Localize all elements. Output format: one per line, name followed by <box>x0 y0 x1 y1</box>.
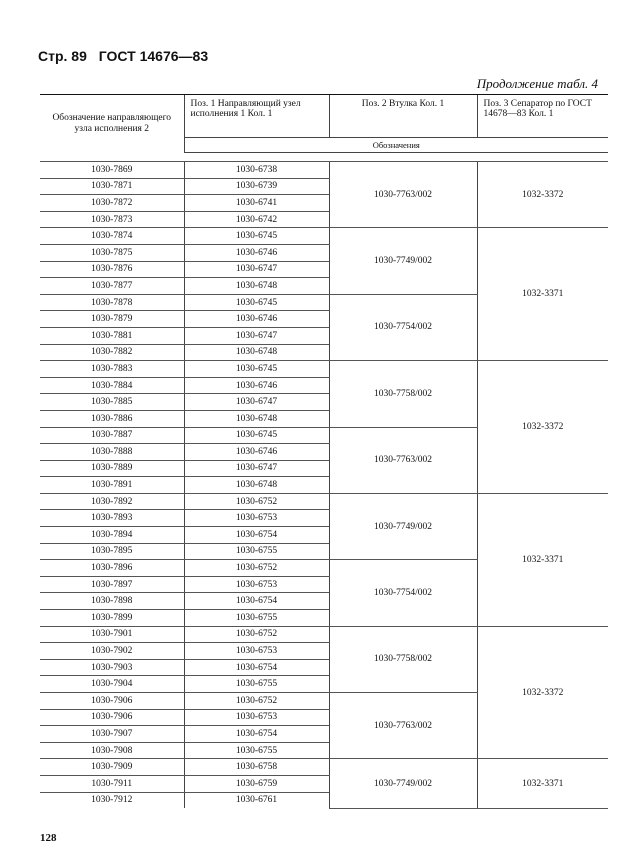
spec-table-wrap <box>40 94 608 809</box>
pos2-cell: 1030-7754/002 <box>329 294 477 360</box>
designations-label: Обозначения <box>184 138 608 153</box>
pos1-cell: 1030-6742 <box>184 211 329 228</box>
designation-cell: 1030-7889 <box>40 460 184 477</box>
designation-cell: 1030-7902 <box>40 643 184 660</box>
designation-cell: 1030-7899 <box>40 610 184 627</box>
designation-cell: 1030-7871 <box>40 178 184 195</box>
designation-cell: 1030-7878 <box>40 294 184 311</box>
pos3-cell: 1032-3371 <box>477 759 608 808</box>
designation-cell: 1030-7912 <box>91 795 133 806</box>
col-header-designation: Обозначение направляющего узла исполнения 2 <box>40 95 184 153</box>
continued-label: Продолжение табл. 4 <box>476 76 598 91</box>
designation-cell: 1030-7872 <box>40 195 184 212</box>
pos2-cell: 1030-7749/002 <box>329 759 477 808</box>
pos1-cell: 1030-6759 <box>184 775 329 792</box>
pos1-cell: 1030-6753 <box>184 643 329 660</box>
designation-cell: 1030-7888 <box>40 444 184 461</box>
pos1-cell: 1030-6754 <box>184 726 329 743</box>
table-row <box>40 361 608 378</box>
spec-table <box>40 94 608 809</box>
designation-cell: 1030-7895 <box>40 543 184 560</box>
pos3-cell: 1032-3371 <box>477 493 608 626</box>
pos1-cell: 1030-6746 <box>184 311 329 328</box>
pos1-cell: 1030-6753 <box>184 709 329 726</box>
pos1-cell: 1030-6754 <box>184 593 329 610</box>
designation-cell: 1030-7904 <box>40 676 184 693</box>
table-row <box>40 228 608 245</box>
designation-cell: 1030-7876 <box>40 261 184 278</box>
designation-cell: 1030-7877 <box>40 278 184 295</box>
col-header-pos3: Поз. 3 Сепаратор по ГОСТ 14678—83 Кол. 1 <box>477 95 608 138</box>
designation-cell: 1030-7885 <box>40 394 184 411</box>
pos1-cell: 1030-6752 <box>184 693 329 710</box>
designation-cell: 1030-7901 <box>40 626 184 643</box>
designation-cell: 1030-7891 <box>40 477 184 494</box>
pos1-cell: 1030-6752 <box>184 560 329 577</box>
table-row <box>40 493 608 510</box>
pos1-cell: 1030-6745 <box>184 294 329 311</box>
table-row <box>40 162 608 179</box>
pos1-cell: 1030-6754 <box>184 527 329 544</box>
pos1-cell: 1030-6752 <box>184 493 329 510</box>
pos1-cell: 1030-6748 <box>184 477 329 494</box>
designation-cell: 1030-7883 <box>40 361 184 378</box>
designation-cell: 1030-7907 <box>40 726 184 743</box>
pos2-cell: 1030-7763/002 <box>329 162 477 228</box>
pos1-cell: 1030-6753 <box>184 510 329 527</box>
spacer-cell <box>40 153 608 162</box>
designation-cell: 1030-7874 <box>40 228 184 245</box>
pos1-cell: 1030-6745 <box>184 228 329 245</box>
designation-cell: 1030-7875 <box>40 244 184 261</box>
page-label: Стр. 89 <box>38 48 87 64</box>
header-row <box>40 95 608 138</box>
designation-cell: 1030-7884 <box>40 377 184 394</box>
pos1-cell: 1030-6745 <box>184 361 329 378</box>
designation-cell: 1030-7898 <box>40 593 184 610</box>
designation-cell: 1030-7911 <box>40 775 184 792</box>
pos3-cell: 1032-3372 <box>477 162 608 228</box>
designation-cell: 1030-7897 <box>40 576 184 593</box>
designation-cell: 1030-7908 <box>40 742 184 759</box>
pos3-cell: 1032-3371 <box>477 228 608 361</box>
pos2-cell: 1030-7758/002 <box>329 361 477 427</box>
designation-cell: 1030-7882 <box>40 344 184 361</box>
standard-number: ГОСТ 14676—83 <box>98 48 209 64</box>
pos1-cell: 1030-6747 <box>184 327 329 344</box>
pos2-cell: 1030-7749/002 <box>329 493 477 559</box>
pos1-cell: 1030-6738 <box>184 162 329 179</box>
pos1-cell: 1030-6754 <box>184 659 329 676</box>
pos1-cell: 1030-6755 <box>184 676 329 693</box>
designation-cell: 1030-7909 <box>40 759 184 776</box>
pos3-cell: 1032-3372 <box>477 626 608 759</box>
col-header-pos2: Поз. 2 Втулка Кол. 1 <box>329 95 477 138</box>
pos1-cell: 1030-6747 <box>184 394 329 411</box>
pos2-cell: 1030-7763/002 <box>329 693 477 759</box>
designation-cell: 1030-7903 <box>40 659 184 676</box>
pos1-cell: 1030-6758 <box>184 759 329 776</box>
designation-cell: 1030-7887 <box>40 427 184 444</box>
pos1-cell: 1030-6761 <box>184 792 329 808</box>
pos2-cell: 1030-7754/002 <box>329 560 477 626</box>
designation-cell: 1030-7893 <box>40 510 184 527</box>
pos2-cell: 1030-7749/002 <box>329 228 477 294</box>
designation-cell: 1030-7906 <box>40 693 184 710</box>
pos3-cell: 1032-3372 <box>477 361 608 494</box>
designation-cell: 1030-7873 <box>40 211 184 228</box>
designation-cell: 1030-7896 <box>40 560 184 577</box>
pos1-cell: 1030-6748 <box>184 344 329 361</box>
table-row <box>40 626 608 643</box>
designation-cell: 1030-7869 <box>40 162 184 179</box>
designation-cell: 1030-7879 <box>40 311 184 328</box>
page-number: 128 <box>40 832 57 844</box>
pos2-cell: 1030-7763/002 <box>329 427 477 493</box>
table-body <box>40 153 608 809</box>
pos1-cell: 1030-6746 <box>184 377 329 394</box>
pos1-cell: 1030-6741 <box>184 195 329 212</box>
pos1-cell: 1030-6748 <box>184 410 329 427</box>
designation-cell: 1030-7906 <box>40 709 184 726</box>
spacer-row <box>40 153 608 162</box>
pos1-cell: 1030-6747 <box>184 460 329 477</box>
page-header <box>38 48 216 64</box>
pos1-cell: 1030-6755 <box>184 543 329 560</box>
pos1-cell: 1030-6748 <box>184 278 329 295</box>
pos1-cell: 1030-6746 <box>184 244 329 261</box>
col-header-pos1: Поз. 1 Направляющий узел исполнения 1 Кол. 1 <box>184 95 329 138</box>
pos1-cell: 1030-6755 <box>184 610 329 627</box>
designation-cell: 1030-7892 <box>40 493 184 510</box>
pos1-cell: 1030-6753 <box>184 576 329 593</box>
pos1-cell: 1030-6755 <box>184 742 329 759</box>
pos2-cell: 1030-7758/002 <box>329 626 477 692</box>
table-row <box>40 759 608 776</box>
designation-cell: 1030-7881 <box>40 327 184 344</box>
designation-cell: 1030-7886 <box>40 410 184 427</box>
designation-cell: 1030-7894 <box>40 527 184 544</box>
pos1-cell: 1030-6739 <box>184 178 329 195</box>
pos1-cell: 1030-6747 <box>184 261 329 278</box>
pos1-cell: 1030-6746 <box>184 444 329 461</box>
pos1-cell: 1030-6745 <box>184 427 329 444</box>
pos1-cell: 1030-6752 <box>184 626 329 643</box>
